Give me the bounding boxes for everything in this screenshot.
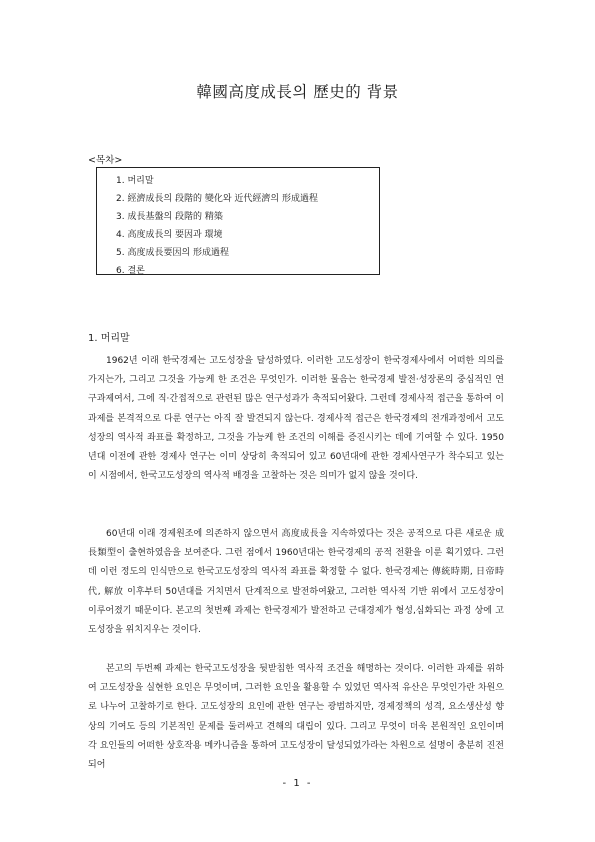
toc-label: <목차> xyxy=(88,155,123,166)
toc-item: 6. 결론 xyxy=(116,266,145,276)
page-number: - 1 - xyxy=(282,778,313,789)
body-paragraph: 본고의 두번째 과제는 한국고도성장을 뒷받침한 역사적 조건을 해명하는 것이다. 이러한 과제를 위하여 고도성장을 실현한 요인은 무엇이며, 그러한 요인을 활용할 수 있었던 역사적 유산은 무엇인가란 차원으로 나누어 고찰하기로 한다. 고도성장의 요인에 관한 연구는 광범하지만, 경제정책의 성격, 요소생산성 향상의 기여도 등의 기본적인 문제를 둘러싸고 견해의 대립이 있다. 그리고 무엇이 더욱 본원적인 요인이며 각 요인들의 어떠한 상호작용 메카니즘을 통하여 고도성장이 달성되었가라는 차원으로 설명이 충분히 진전되어 xyxy=(88,664,504,771)
toc-item: 3. 成長基盤의 段階的 精築 xyxy=(116,212,223,222)
body-paragraph: 60년대 이래 경제원조에 의존하지 않으면서 高度成長을 지속하였다는 것은 공적으로 다른 새로운 成長類型이 출현하였음을 보여준다. 그런 점에서 1960년대는 한국경제의 공적 전환을 이룬 획기였다. 그런데 이런 정도의 인식만으로 한국고도성장의 역사적 좌표를 확정할 수 없다. 한국경제는 傳統時期, 日帝時代, 解放 이후부터 50년대를 거치면서 단계적으로 발전하여왔고, 그러한 역사적 기반 위에서 고도성장이 이루어졌기 때문이다. 본고의 첫번째 과제는 한국경제가 발전하고 근대경제가 형성,심화되는 과정 상에 고도성장을 위치지우는 것이다. xyxy=(88,529,504,636)
toc-item: 5. 高度成長要因의 形成過程 xyxy=(116,248,230,258)
toc-item: 4. 高度成長의 要因과 環境 xyxy=(116,230,223,240)
table-of-contents xyxy=(96,167,380,275)
document-title: 韓國高度成長의 歷史的 背景 xyxy=(196,83,399,101)
section-heading: 1. 머리말 xyxy=(88,333,130,344)
toc-item: 2. 經濟成長의 段階的 變化와 近代經濟의 形成過程 xyxy=(116,194,318,204)
toc-item: 1. 머리말 xyxy=(116,176,154,186)
body-paragraph: 1962년 이래 한국경제는 고도성장을 달성하였다. 이러한 고도성장이 한국경제사에서 어떠한 의의를 가지는가, 그리고 그것을 가능케 한 조건은 무엇인가. 이러한 물음는 한국경제 발전·성장론의 중심적인 연구과제여서, 그에 직·간접적으로 관련된 많은 연구성과가 축적되어왔다. 그런데 경제사적 접근을 통하여 이 과제를 본격적으로 다룬 연구는 아직 잘 발견되지 않는다. 경제사적 접근은 한국경제의 전개과정에서 고도성장의 역사적 좌표를 확정하고, 그것을 가능케 한 조건의 이해를 증진시키는 데에 기여할 수 있다. 1950년대 이전에 관한 경제사 연구는 이미 상당히 축적되어 있고 60년대에 관한 경제사연구가 착수되고 있는 이 시점에서, 한국고도성장의 역사적 배경을 고찰하는 것은 의미가 없지 않을 것이다. xyxy=(88,356,504,482)
